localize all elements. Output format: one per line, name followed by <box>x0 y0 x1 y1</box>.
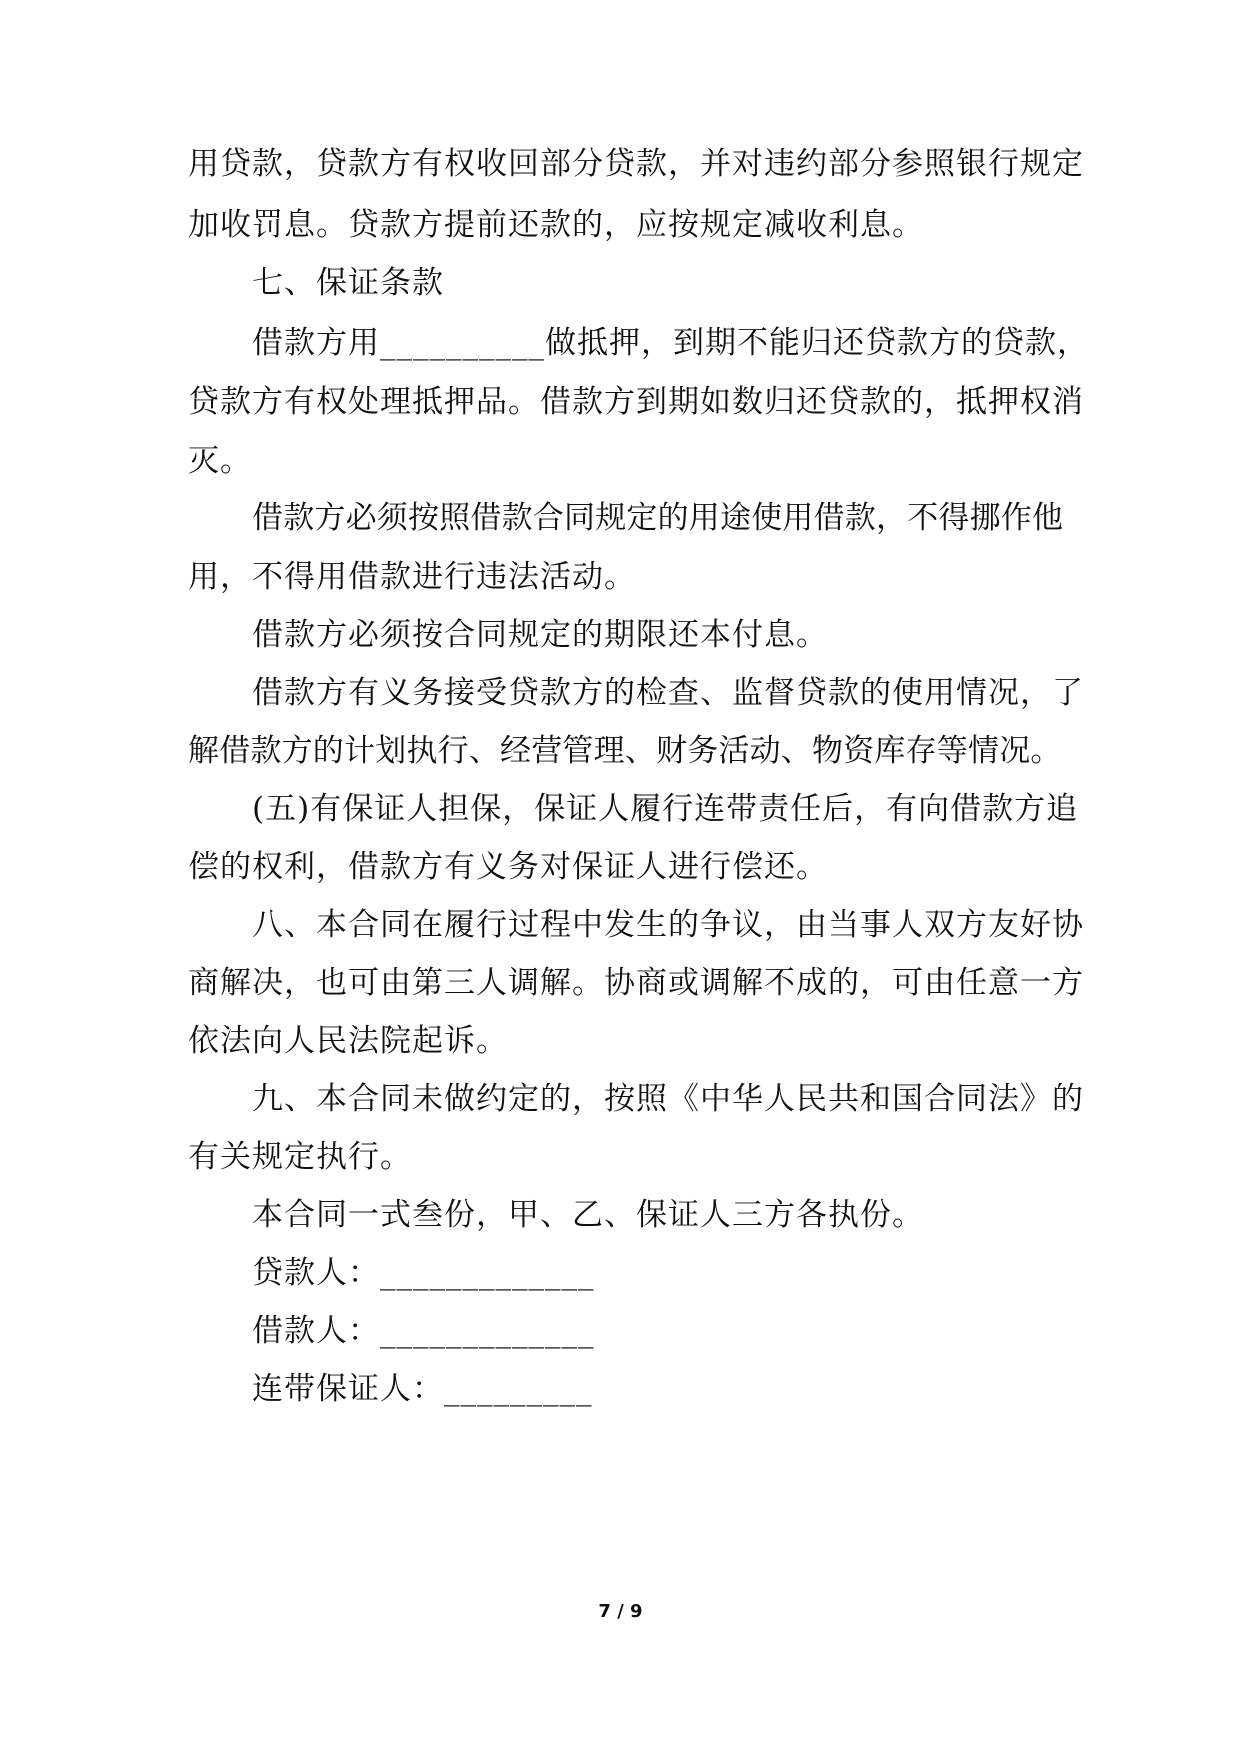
body-text-line: 灭。 <box>188 443 252 479</box>
body-text-line: 借款方用__________做抵押，到期不能归还贷款方的贷款， <box>252 325 1089 361</box>
body-text-line: 有关规定执行。 <box>188 1139 412 1175</box>
body-text-line: 偿的权利，借款方有义务对保证人进行偿还。 <box>188 849 828 885</box>
signature-borrower-line: 借款人：_____________ <box>252 1313 595 1349</box>
body-text-line: 借款方必须按照借款合同规定的用途使用借款，不得挪作他 <box>252 500 1064 536</box>
body-text-line: 本合同一式叁份，甲、乙、保证人三方各执份。 <box>252 1197 924 1233</box>
body-text-line: 八、本合同在履行过程中发生的争议，由当事人双方友好协 <box>252 907 1084 943</box>
signature-guarantor-line: 连带保证人：_________ <box>252 1371 593 1407</box>
body-text-line: 借款方有义务接受贷款方的检查、监督贷款的使用情况，了 <box>252 675 1084 711</box>
body-text-line: 解借款方的计划执行、经营管理、财务活动、物资库存等情况。 <box>188 733 1062 769</box>
body-text-line: 借款方必须按合同规定的期限还本付息。 <box>252 617 828 653</box>
body-text-line: 贷款方有权处理抵押品。借款方到期如数归还贷款的，抵押权消 <box>188 384 1084 420</box>
body-text-line: 商解决，也可由第三人调解。协商或调解不成的，可由任意一方 <box>188 965 1084 1001</box>
body-text-line: 用，不得用借款进行违法活动。 <box>188 559 636 595</box>
body-text-line: 依法向人民法院起诉。 <box>188 1023 508 1059</box>
section-heading: 七、保证条款 <box>252 265 444 301</box>
body-text-line: 加收罚息。贷款方提前还款的，应按规定减收利息。 <box>188 207 924 243</box>
signature-lender-line: 贷款人：_____________ <box>252 1255 595 1291</box>
body-text-line: 九、本合同未做约定的，按照《中华人民共和国合同法》的 <box>252 1081 1084 1117</box>
body-text-line: 用贷款，贷款方有权收回部分贷款，并对违约部分参照银行规定 <box>188 146 1084 182</box>
body-text-line: (五)有保证人担保，保证人履行连带责任后，有向借款方追 <box>252 791 1079 827</box>
page-number: 7 / 9 <box>598 1601 643 1622</box>
